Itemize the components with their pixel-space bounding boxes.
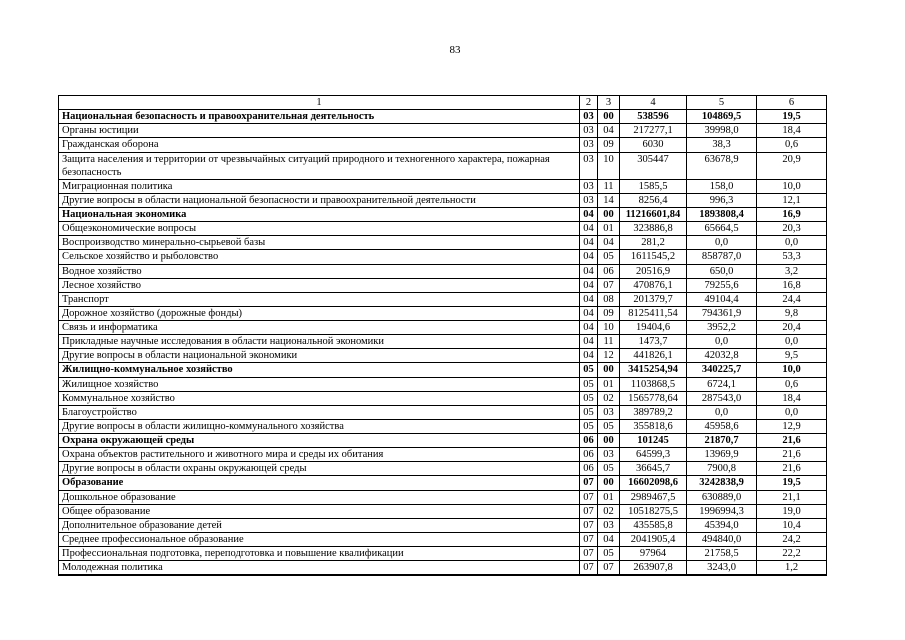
section-code-cell: 06: [580, 448, 598, 462]
percent-cell: 10,0: [757, 363, 827, 377]
section-code-cell: 07: [580, 476, 598, 490]
percent-cell: 21,6: [757, 448, 827, 462]
percent-cell: 9,8: [757, 306, 827, 320]
percent-cell: 21,6: [757, 434, 827, 448]
executed-amount-cell: 650,0: [687, 264, 757, 278]
table-row: [59, 152, 827, 179]
executed-amount-cell: 858787,0: [687, 250, 757, 264]
subsection-code-cell: 00: [598, 363, 620, 377]
planned-amount-cell: 20516,9: [620, 264, 687, 278]
row-name-cell: Другие вопросы в области охраны окружающей среды: [59, 462, 580, 476]
percent-cell: 12,9: [757, 419, 827, 433]
subsection-code-cell: 00: [598, 476, 620, 490]
section-code-cell: 03: [580, 179, 598, 193]
planned-amount-cell: 538596: [620, 110, 687, 124]
executed-amount-cell: 45394,0: [687, 518, 757, 532]
subsection-code-cell: 04: [598, 532, 620, 546]
row-name-cell: Молодежная политика: [59, 561, 580, 576]
table-row: [59, 349, 827, 363]
subsection-code-cell: 03: [598, 448, 620, 462]
planned-amount-cell: 1611545,2: [620, 250, 687, 264]
row-name-cell: Связь и информатика: [59, 321, 580, 335]
section-row: [59, 110, 827, 124]
row-name-cell: Органы юстиции: [59, 124, 580, 138]
planned-amount-cell: 1565778,64: [620, 391, 687, 405]
column-header: 1: [59, 96, 580, 110]
executed-amount-cell: 104869,5: [687, 110, 757, 124]
executed-amount-cell: 7900,8: [687, 462, 757, 476]
section-row: [59, 363, 827, 377]
executed-amount-cell: 494840,0: [687, 532, 757, 546]
executed-amount-cell: 79255,6: [687, 278, 757, 292]
planned-amount-cell: 263907,8: [620, 561, 687, 576]
row-name-cell: Защита населения и территории от чрезвычайных ситуаций природного и техногенного характера, пожарная безопасность: [59, 152, 580, 179]
budget-table: [58, 95, 827, 576]
percent-cell: 22,2: [757, 547, 827, 561]
section-row: [59, 208, 827, 222]
section-code-cell: 03: [580, 124, 598, 138]
percent-cell: 0,6: [757, 138, 827, 152]
subsection-code-cell: 01: [598, 222, 620, 236]
percent-cell: 19,0: [757, 504, 827, 518]
subsection-code-cell: 07: [598, 561, 620, 576]
percent-cell: 10,0: [757, 179, 827, 193]
table-body: [59, 110, 827, 576]
executed-amount-cell: 13969,9: [687, 448, 757, 462]
planned-amount-cell: 3415254,94: [620, 363, 687, 377]
planned-amount-cell: 101245: [620, 434, 687, 448]
percent-cell: 1,2: [757, 561, 827, 576]
planned-amount-cell: 2989467,5: [620, 490, 687, 504]
subsection-code-cell: 09: [598, 138, 620, 152]
table-row: [59, 405, 827, 419]
percent-cell: 19,5: [757, 476, 827, 490]
percent-cell: 18,4: [757, 124, 827, 138]
subsection-code-cell: 09: [598, 306, 620, 320]
executed-amount-cell: 38,3: [687, 138, 757, 152]
row-name-cell: Охрана объектов растительного и животного мира и среды их обитания: [59, 448, 580, 462]
executed-amount-cell: 45958,6: [687, 419, 757, 433]
executed-amount-cell: 21870,7: [687, 434, 757, 448]
executed-amount-cell: 3242838,9: [687, 476, 757, 490]
table-row: [59, 448, 827, 462]
row-name-cell: Общеэкономические вопросы: [59, 222, 580, 236]
table-row: [59, 278, 827, 292]
column-header: 3: [598, 96, 620, 110]
subsection-code-cell: 12: [598, 349, 620, 363]
subsection-code-cell: 01: [598, 377, 620, 391]
section-code-cell: 03: [580, 152, 598, 179]
table-row: [59, 561, 827, 576]
planned-amount-cell: 355818,6: [620, 419, 687, 433]
planned-amount-cell: 2041905,4: [620, 532, 687, 546]
percent-cell: 24,2: [757, 532, 827, 546]
column-header: 2: [580, 96, 598, 110]
percent-cell: 16,9: [757, 208, 827, 222]
subsection-code-cell: 00: [598, 434, 620, 448]
percent-cell: 19,5: [757, 110, 827, 124]
subsection-code-cell: 03: [598, 405, 620, 419]
percent-cell: 16,8: [757, 278, 827, 292]
table-row: [59, 547, 827, 561]
planned-amount-cell: 435585,8: [620, 518, 687, 532]
table-row: [59, 250, 827, 264]
column-header: 6: [757, 96, 827, 110]
executed-amount-cell: 794361,9: [687, 306, 757, 320]
percent-cell: 0,0: [757, 405, 827, 419]
executed-amount-cell: 39998,0: [687, 124, 757, 138]
section-code-cell: 04: [580, 264, 598, 278]
planned-amount-cell: 10518275,5: [620, 504, 687, 518]
subsection-code-cell: 11: [598, 335, 620, 349]
subsection-code-cell: 08: [598, 292, 620, 306]
percent-cell: 0,0: [757, 236, 827, 250]
planned-amount-cell: 8125411,54: [620, 306, 687, 320]
row-name-cell: Благоустройство: [59, 405, 580, 419]
column-header: 4: [620, 96, 687, 110]
subsection-code-cell: 10: [598, 152, 620, 179]
table-row: [59, 462, 827, 476]
percent-cell: 9,5: [757, 349, 827, 363]
table-row: [59, 124, 827, 138]
percent-cell: 0,6: [757, 377, 827, 391]
subsection-code-cell: 05: [598, 419, 620, 433]
percent-cell: 18,4: [757, 391, 827, 405]
subsection-code-cell: 06: [598, 264, 620, 278]
subsection-code-cell: 10: [598, 321, 620, 335]
planned-amount-cell: 8256,4: [620, 193, 687, 207]
table-row: [59, 391, 827, 405]
section-code-cell: 03: [580, 193, 598, 207]
executed-amount-cell: 0,0: [687, 335, 757, 349]
row-name-cell: Национальная экономика: [59, 208, 580, 222]
section-code-cell: 07: [580, 490, 598, 504]
table-row: [59, 264, 827, 278]
subsection-code-cell: 02: [598, 391, 620, 405]
percent-cell: 20,4: [757, 321, 827, 335]
executed-amount-cell: 42032,8: [687, 349, 757, 363]
subsection-code-cell: 04: [598, 124, 620, 138]
percent-cell: 20,3: [757, 222, 827, 236]
subsection-code-cell: 02: [598, 504, 620, 518]
table-row: [59, 532, 827, 546]
section-code-cell: 04: [580, 321, 598, 335]
row-name-cell: Коммунальное хозяйство: [59, 391, 580, 405]
section-code-cell: 05: [580, 377, 598, 391]
percent-cell: 21,1: [757, 490, 827, 504]
section-code-cell: 04: [580, 250, 598, 264]
table-row: [59, 236, 827, 250]
executed-amount-cell: 0,0: [687, 236, 757, 250]
table-row: [59, 504, 827, 518]
percent-cell: 0,0: [757, 335, 827, 349]
row-name-cell: Охрана окружающей среды: [59, 434, 580, 448]
section-code-cell: 05: [580, 405, 598, 419]
row-name-cell: Общее образование: [59, 504, 580, 518]
subsection-code-cell: 01: [598, 490, 620, 504]
row-name-cell: Гражданская оборона: [59, 138, 580, 152]
section-code-cell: 07: [580, 561, 598, 576]
subsection-code-cell: 14: [598, 193, 620, 207]
section-code-cell: 03: [580, 110, 598, 124]
subsection-code-cell: 03: [598, 518, 620, 532]
row-name-cell: Водное хозяйство: [59, 264, 580, 278]
section-code-cell: 04: [580, 306, 598, 320]
executed-amount-cell: 340225,7: [687, 363, 757, 377]
subsection-code-cell: 00: [598, 208, 620, 222]
planned-amount-cell: 470876,1: [620, 278, 687, 292]
percent-cell: 24,4: [757, 292, 827, 306]
row-name-cell: Сельское хозяйство и рыболовство: [59, 250, 580, 264]
planned-amount-cell: 1103868,5: [620, 377, 687, 391]
table-row: [59, 179, 827, 193]
row-name-cell: Образование: [59, 476, 580, 490]
section-code-cell: 04: [580, 222, 598, 236]
table-row: [59, 222, 827, 236]
table-row: [59, 193, 827, 207]
section-code-cell: 07: [580, 518, 598, 532]
planned-amount-cell: 281,2: [620, 236, 687, 250]
planned-amount-cell: 441826,1: [620, 349, 687, 363]
executed-amount-cell: 996,3: [687, 193, 757, 207]
executed-amount-cell: 65664,5: [687, 222, 757, 236]
row-name-cell: Профессиональная подготовка, переподготовка и повышение квалификации: [59, 547, 580, 561]
planned-amount-cell: 64599,3: [620, 448, 687, 462]
section-code-cell: 07: [580, 532, 598, 546]
section-code-cell: 04: [580, 335, 598, 349]
row-name-cell: Жилищное хозяйство: [59, 377, 580, 391]
table-row: [59, 138, 827, 152]
planned-amount-cell: 305447: [620, 152, 687, 179]
planned-amount-cell: 16602098,6: [620, 476, 687, 490]
planned-amount-cell: 6030: [620, 138, 687, 152]
section-code-cell: 05: [580, 419, 598, 433]
percent-cell: 53,3: [757, 250, 827, 264]
planned-amount-cell: 11216601,84: [620, 208, 687, 222]
subsection-code-cell: 11: [598, 179, 620, 193]
row-name-cell: Воспроизводство минерально-сырьевой базы: [59, 236, 580, 250]
table-row: [59, 377, 827, 391]
planned-amount-cell: 389789,2: [620, 405, 687, 419]
row-name-cell: Дополнительное образование детей: [59, 518, 580, 532]
planned-amount-cell: 1473,7: [620, 335, 687, 349]
row-name-cell: Национальная безопасность и правоохранительная деятельность: [59, 110, 580, 124]
table-row: [59, 335, 827, 349]
planned-amount-cell: 1585,5: [620, 179, 687, 193]
subsection-code-cell: 04: [598, 236, 620, 250]
section-code-cell: 05: [580, 391, 598, 405]
section-code-cell: 04: [580, 292, 598, 306]
executed-amount-cell: 287543,0: [687, 391, 757, 405]
executed-amount-cell: 1996994,3: [687, 504, 757, 518]
section-code-cell: 03: [580, 138, 598, 152]
planned-amount-cell: 201379,7: [620, 292, 687, 306]
table-row: [59, 306, 827, 320]
section-code-cell: 07: [580, 504, 598, 518]
executed-amount-cell: 63678,9: [687, 152, 757, 179]
planned-amount-cell: 217277,1: [620, 124, 687, 138]
row-name-cell: Прикладные научные исследования в области национальной экономики: [59, 335, 580, 349]
percent-cell: 10,4: [757, 518, 827, 532]
planned-amount-cell: 19404,6: [620, 321, 687, 335]
table-row: [59, 292, 827, 306]
executed-amount-cell: 0,0: [687, 405, 757, 419]
table-row: [59, 419, 827, 433]
row-name-cell: Миграционная политика: [59, 179, 580, 193]
row-name-cell: Дорожное хозяйство (дорожные фонды): [59, 306, 580, 320]
subsection-code-cell: 07: [598, 278, 620, 292]
executed-amount-cell: 1893808,4: [687, 208, 757, 222]
row-name-cell: Среднее профессиональное образование: [59, 532, 580, 546]
executed-amount-cell: 21758,5: [687, 547, 757, 561]
percent-cell: 21,6: [757, 462, 827, 476]
subsection-code-cell: 05: [598, 462, 620, 476]
section-row: [59, 476, 827, 490]
row-name-cell: Другие вопросы в области жилищно-коммунального хозяйства: [59, 419, 580, 433]
planned-amount-cell: 97964: [620, 547, 687, 561]
section-code-cell: 04: [580, 349, 598, 363]
executed-amount-cell: 6724,1: [687, 377, 757, 391]
row-name-cell: Лесное хозяйство: [59, 278, 580, 292]
section-code-cell: 05: [580, 363, 598, 377]
section-code-cell: 06: [580, 434, 598, 448]
subsection-code-cell: 05: [598, 547, 620, 561]
section-code-cell: 04: [580, 236, 598, 250]
row-name-cell: Жилищно-коммунальное хозяйство: [59, 363, 580, 377]
row-name-cell: Дошкольное образование: [59, 490, 580, 504]
table-header-row: [59, 96, 827, 110]
executed-amount-cell: 49104,4: [687, 292, 757, 306]
table-row: [59, 490, 827, 504]
percent-cell: 12,1: [757, 193, 827, 207]
page-number: 83: [449, 44, 461, 56]
row-name-cell: Другие вопросы в области национальной безопасности и правоохранительной деятельности: [59, 193, 580, 207]
planned-amount-cell: 36645,7: [620, 462, 687, 476]
section-row: [59, 434, 827, 448]
column-header: 5: [687, 96, 757, 110]
section-code-cell: 04: [580, 208, 598, 222]
row-name-cell: Другие вопросы в области национальной экономики: [59, 349, 580, 363]
section-code-cell: 04: [580, 278, 598, 292]
section-code-cell: 06: [580, 462, 598, 476]
section-code-cell: 07: [580, 547, 598, 561]
percent-cell: 3,2: [757, 264, 827, 278]
subsection-code-cell: 00: [598, 110, 620, 124]
table-row: [59, 321, 827, 335]
planned-amount-cell: 323886,8: [620, 222, 687, 236]
executed-amount-cell: 3952,2: [687, 321, 757, 335]
executed-amount-cell: 158,0: [687, 179, 757, 193]
row-name-cell: Транспорт: [59, 292, 580, 306]
executed-amount-cell: 630889,0: [687, 490, 757, 504]
percent-cell: 20,9: [757, 152, 827, 179]
table-row: [59, 518, 827, 532]
executed-amount-cell: 3243,0: [687, 561, 757, 576]
subsection-code-cell: 05: [598, 250, 620, 264]
